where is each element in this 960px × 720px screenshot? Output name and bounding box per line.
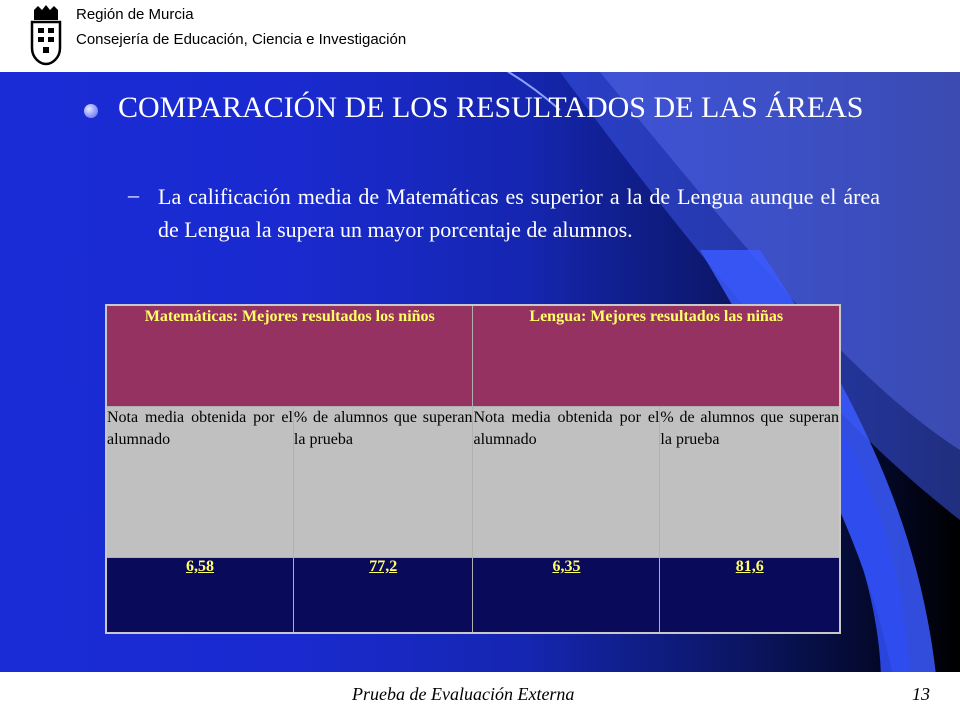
- slide-title: COMPARACIÓN DE LOS RESULTADOS DE LAS ÁREAS: [118, 91, 864, 124]
- page-number: 13: [912, 684, 930, 704]
- results-table: [105, 304, 841, 634]
- table-value: 6,35: [473, 558, 660, 634]
- table-group-header: Lengua: Mejores resultados las niñas: [473, 305, 840, 407]
- table-column-label: % de alumnos que superan la prueba: [293, 407, 473, 558]
- bullet-dot-icon: [84, 104, 98, 118]
- table-column-label: Nota media obtenida por el alumnado: [106, 407, 293, 558]
- table-value: 77,2: [293, 558, 473, 634]
- table-values-row: [106, 558, 840, 634]
- table-column-label: Nota media obtenida por el alumnado: [473, 407, 660, 558]
- header: [0, 0, 960, 72]
- org-department: Consejería de Educación, Ciencia e Investigación: [76, 31, 407, 48]
- sub-bullet-dash: –: [128, 182, 139, 207]
- table-description-row: [106, 407, 840, 558]
- table-value: 81,6: [660, 558, 840, 634]
- table-value: 6,58: [106, 558, 293, 634]
- table-header-row: [106, 305, 840, 407]
- table-group-header: Matemáticas: Mejores resultados los niños: [106, 305, 473, 407]
- region-crest-icon: [26, 4, 66, 66]
- table-column-label: % de alumnos que superan la prueba: [660, 407, 840, 558]
- org-name: Región de Murcia: [76, 6, 194, 23]
- footer-title: Prueba de Evaluación Externa: [352, 684, 575, 704]
- sub-bullet-text: La calificación media de Matemáticas es superior a la de Lengua aunque el área de Lengua la supera un mayor porcentaje de alumnos.: [158, 184, 880, 242]
